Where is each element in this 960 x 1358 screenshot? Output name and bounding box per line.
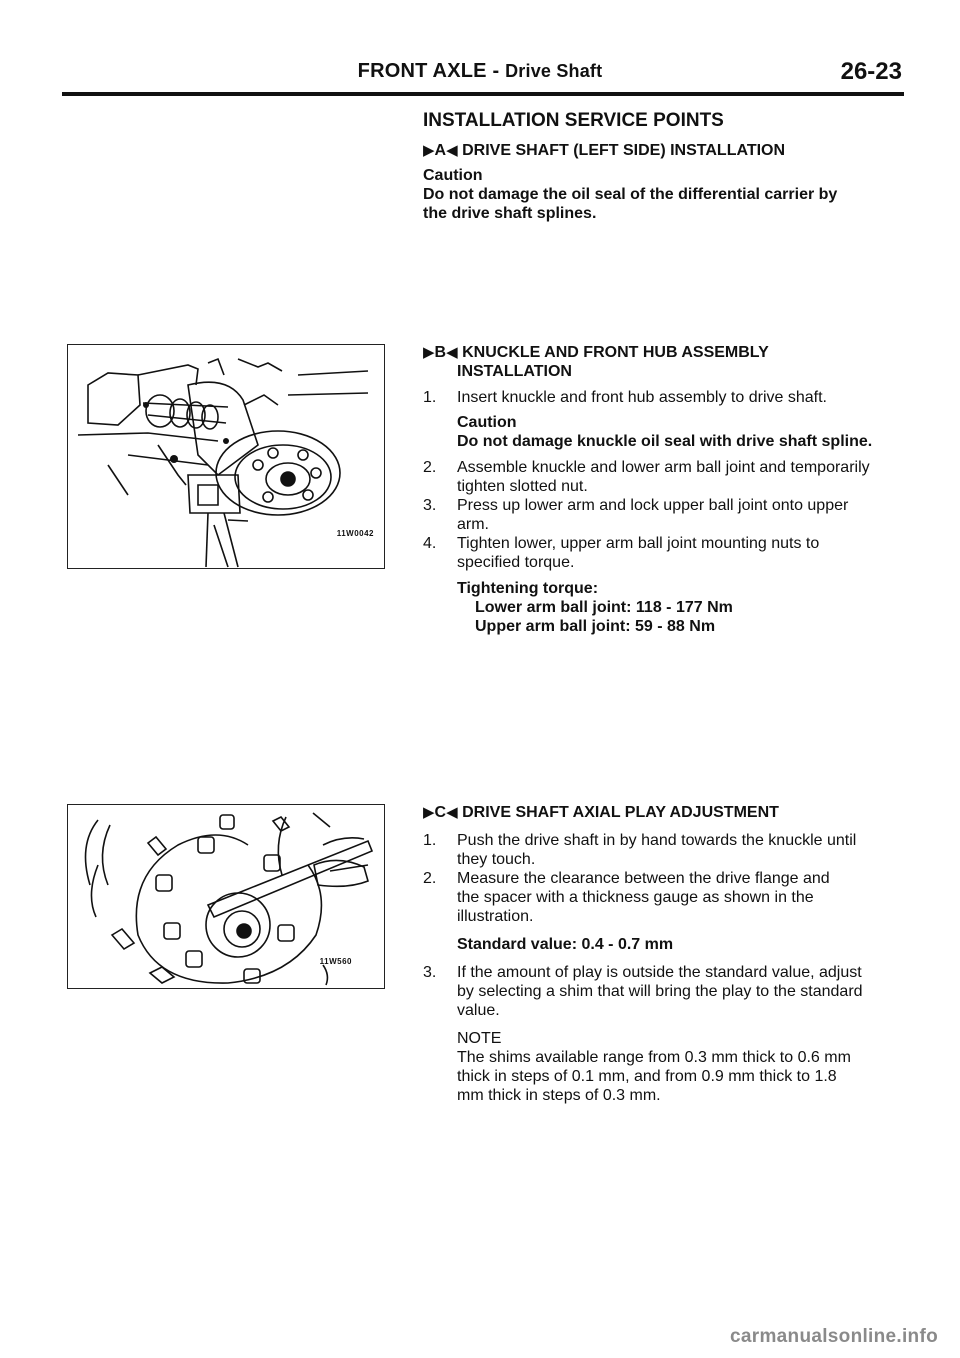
black-left-triangle-icon: ◀ [446,344,458,361]
section-a-marker: A [434,142,447,159]
step-text-line2: tighten slotted nut. [457,478,588,495]
torque-lower-arm: Lower arm ball joint: 118 - 177 Nm [475,599,733,616]
section-b-title-line2: INSTALLATION [457,363,572,380]
section-b-torque [423,579,905,636]
note-line3: mm thick in steps of 0.3 mm. [457,1087,661,1104]
section-b [423,343,905,636]
black-left-triangle-icon: ◀ [446,804,458,821]
torque-label: Tightening torque: [457,580,599,597]
step-text-line2: arm. [457,516,489,533]
step-text-line2: specified torque. [457,554,575,571]
step-text-line2: by selecting a shim that will bring the play to the standard [457,983,863,1000]
step-text-line1: If the amount of play is outside the standard value, adjust [457,964,862,981]
step-text-line1: Measure the clearance between the drive flange and [457,870,830,887]
watermark: carmanualsonline.info [730,1326,938,1347]
step-text-line3: value. [457,1002,500,1019]
step-number: 1. [423,389,437,406]
step-text-line1: Push the drive shaft in by hand towards the knuckle until [457,832,857,849]
figure-1-code: 11W0042 [336,529,374,538]
step-number: 2. [423,459,437,476]
section-a-caution-label: Caution [423,167,483,184]
section-c-title: DRIVE SHAFT AXIAL PLAY ADJUSTMENT [462,804,779,821]
section-a-heading [423,141,905,160]
step-text-line3: illustration. [457,908,534,925]
section-c [423,803,905,1105]
section-c-note [423,1029,905,1105]
section-b-heading [423,343,905,362]
figure-2-code: 11W560 [319,957,352,966]
step-text-line1: Press up lower arm and lock upper ball joint onto upper [457,497,849,514]
note-line2: thick in steps of 0.1 mm, and from 0.9 mm thick to 1.8 [457,1068,837,1085]
header-subsection: Drive Shaft [505,61,603,81]
step-number: 1. [423,832,437,849]
note-label: NOTE [457,1030,502,1047]
black-left-triangle-icon: ◀ [446,142,458,159]
black-right-triangle-icon: ▶ [423,142,435,159]
section-b-step-3 [423,496,905,534]
section-b-marker: B [434,344,447,361]
page-number: 26-23 [840,58,902,85]
step-text-line1: Tighten lower, upper arm ball joint mounting nuts to [457,535,820,552]
step-number: 3. [423,497,437,514]
section-b-caution-text: Do not damage knuckle oil seal with drive shaft spline. [457,433,873,450]
black-right-triangle-icon: ▶ [423,344,435,361]
section-c-step-2 [423,869,905,926]
standard-value: Standard value: 0.4 - 0.7 mm [457,936,674,953]
step-text: Insert knuckle and front hub assembly to drive shaft. [457,389,827,406]
section-a-title: DRIVE SHAFT (LEFT SIDE) INSTALLATION [462,142,786,159]
black-right-triangle-icon: ▶ [423,804,435,821]
step-text-line2: they touch. [457,851,536,868]
step-number: 3. [423,964,437,981]
section-b-title-line1: KNUCKLE AND FRONT HUB ASSEMBLY [462,344,769,361]
torque-upper-arm: Upper arm ball joint: 59 - 88 Nm [475,618,716,635]
section-b-step-1 [423,388,905,407]
section-c-step-3 [423,963,905,1020]
section-a-caution-line1: Do not damage the oil seal of the differential carrier by [423,186,838,203]
header-separator: - [492,60,500,82]
main-title: INSTALLATION SERVICE POINTS [423,110,724,131]
header-rule [62,92,904,96]
section-c-step-1 [423,831,905,869]
section-b-caution [423,413,905,451]
section-c-heading [423,803,905,822]
figure-axial-play-measurement [67,804,385,989]
step-number: 4. [423,535,437,552]
section-a [423,141,905,223]
step-text-line1: Assemble knuckle and lower arm ball joint and temporarily [457,459,870,476]
section-b-caution-label: Caution [457,414,517,431]
section-b-step-4 [423,534,905,572]
page-header-title [0,60,960,83]
step-number: 2. [423,870,437,887]
section-b-step-2 [423,458,905,496]
figure-knuckle-hub-assembly [67,344,385,569]
note-line1: The shims available range from 0.3 mm thick to 0.6 mm [457,1049,851,1066]
header-section: FRONT AXLE [357,60,487,82]
step-text-line2: the spacer with a thickness gauge as shown in the [457,889,814,906]
section-c-marker: C [434,804,447,821]
section-a-caution-line2: the drive shaft splines. [423,205,597,222]
